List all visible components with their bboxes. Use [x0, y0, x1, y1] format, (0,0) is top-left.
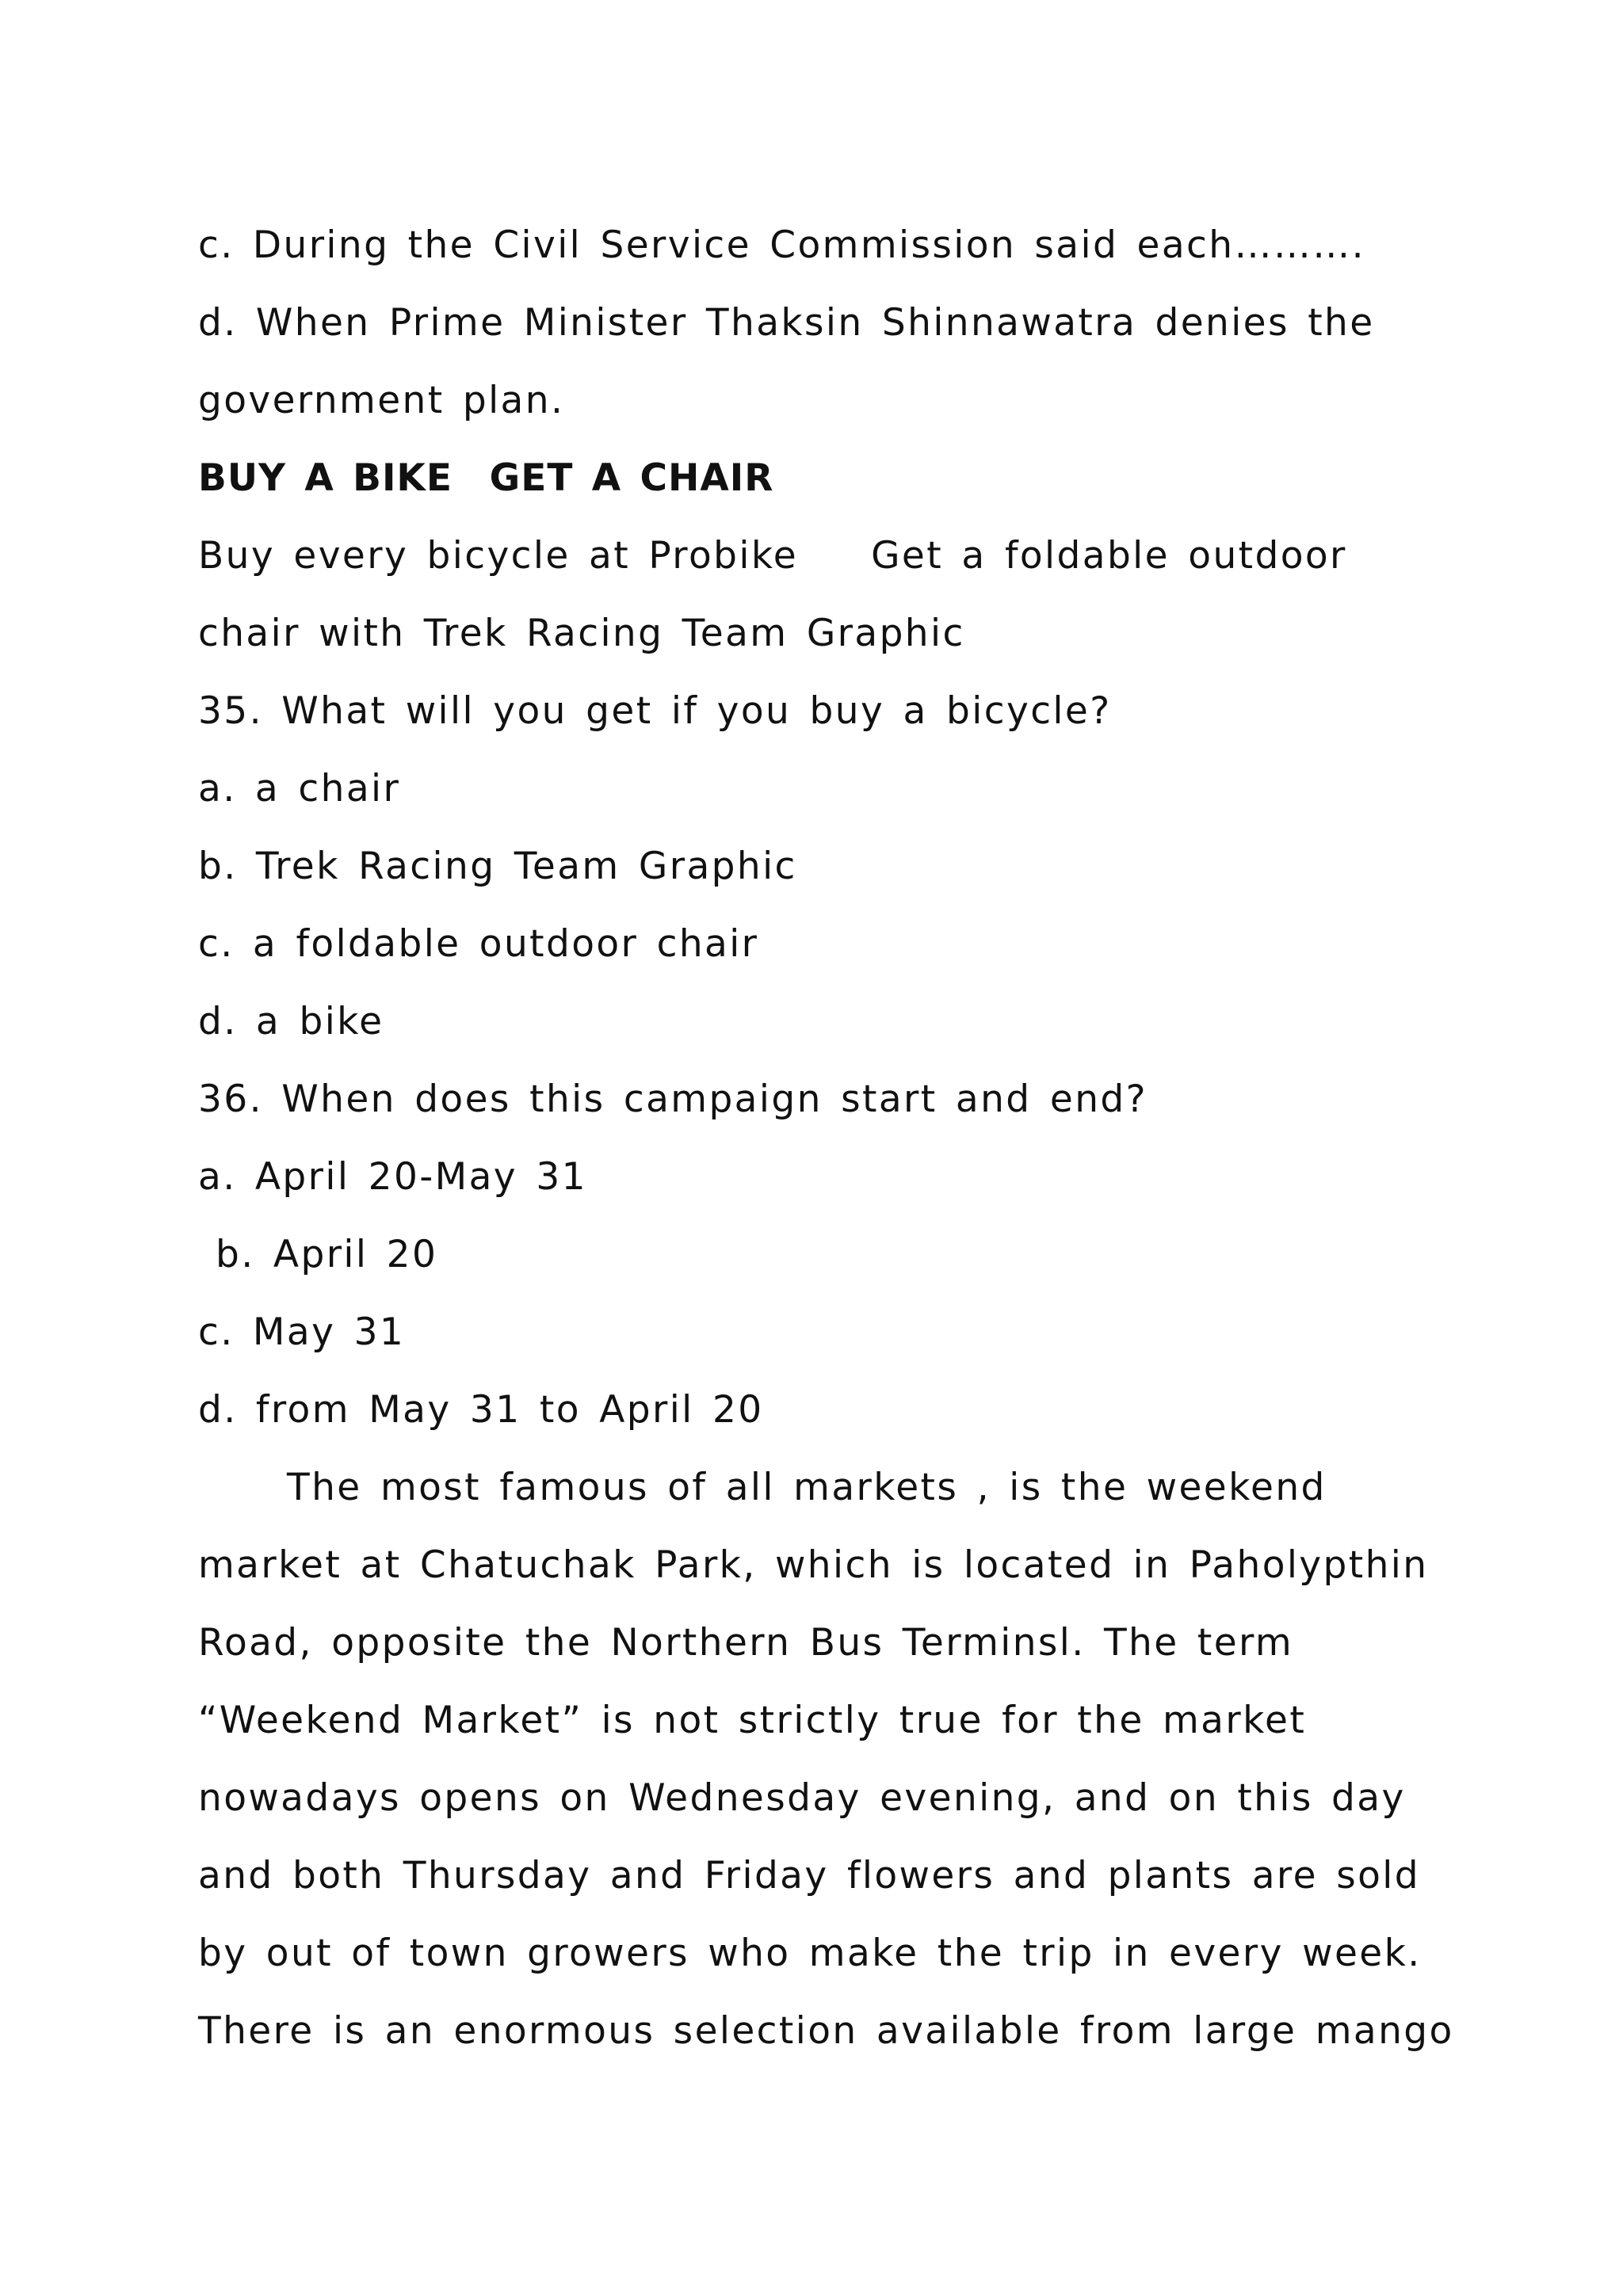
- question-36-option-c: c. May 31: [198, 1310, 406, 1354]
- passage-line-8: There is an enormous selection available from large mango: [198, 2009, 1454, 2053]
- question-36-option-b: b. April 20: [216, 1233, 438, 1276]
- advert-body-line1: [198, 526, 1434, 604]
- question-35-option-d: d. a bike: [198, 1000, 384, 1043]
- passage-line-6: and both Thursday and Friday flowers and plants are sold: [198, 1854, 1420, 1897]
- passage-line-3: Road, opposite the Northern Bus Terminsl. The term: [198, 1621, 1294, 1665]
- question-36-option-a: a. April 20-May 31: [198, 1155, 587, 1199]
- passage-line-7: by out of town growers who make the trip in every week.: [198, 1932, 1422, 1975]
- advert-body-part1: Buy every bicycle at Probike: [198, 534, 799, 578]
- prev-question-option-d-line1: d. When Prime Minister Thaksin Shinnawatra denies the: [198, 301, 1375, 345]
- passage-line-2: market at Chatuchak Park, which is located in Paholypthin: [198, 1543, 1429, 1587]
- document-text: [198, 215, 1454, 2079]
- question-35-option-a: a. a chair: [198, 767, 401, 810]
- advert-headline: BUY A BIKE GET A CHAIR: [198, 456, 774, 500]
- question-35-option-c: c. a foldable outdoor chair: [198, 922, 759, 966]
- passage-line-4: “Weekend Market” is not strictly true for the market: [198, 1699, 1307, 1742]
- question-35-prompt: 35. What will you get if you buy a bicycle?: [198, 689, 1112, 733]
- passage-line-5: nowadays opens on Wednesday evening, and on this day: [198, 1776, 1406, 1820]
- question-35-option-b: b. Trek Racing Team Graphic: [198, 845, 797, 888]
- prev-question-option-c: c. During the Civil Service Commission said each……….: [198, 223, 1366, 267]
- advert-body-line2: chair with Trek Racing Team Graphic: [198, 612, 965, 655]
- prev-question-option-d-line2: government plan.: [198, 379, 565, 422]
- advert-body-part2: Get a foldable outdoor: [871, 534, 1347, 578]
- question-36-option-d: d. from May 31 to April 20: [198, 1388, 764, 1432]
- question-36-prompt: 36. When does this campaign start and end?: [198, 1077, 1148, 1121]
- passage-line-1: The most famous of all markets , is the weekend: [287, 1466, 1327, 1509]
